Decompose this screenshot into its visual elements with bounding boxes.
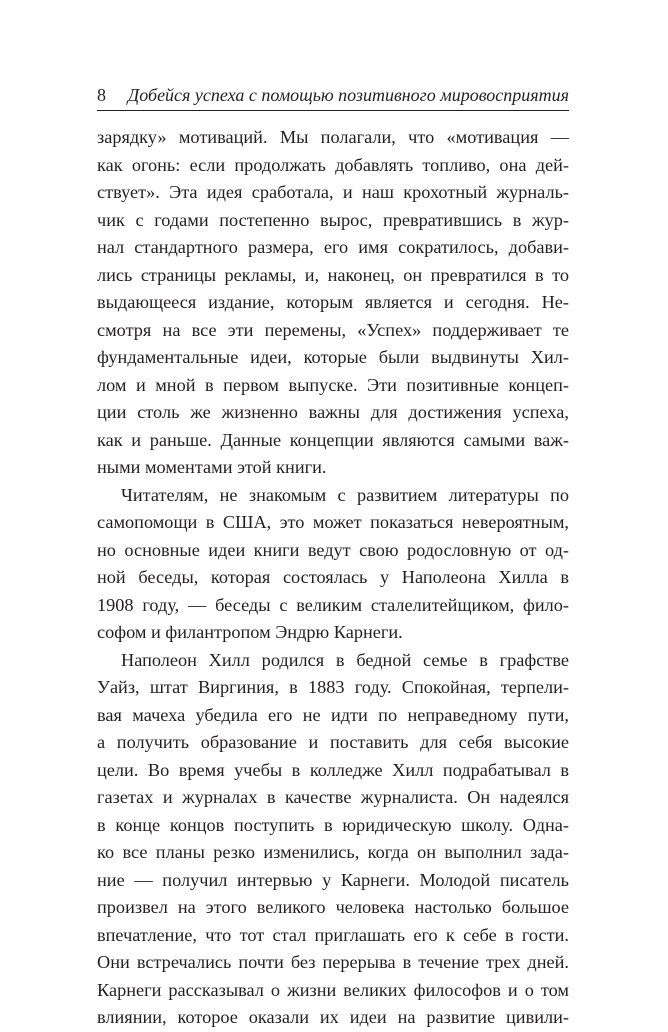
body-text	[97, 124, 569, 1032]
running-title: Добейся успеха с помощью позитивного мировосприятия	[127, 85, 569, 105]
text-line: смотря на все эти перемены, «Успех» поддерживает те	[97, 319, 569, 340]
text-line: самопомощи в США, это может показаться невероятным,	[97, 512, 569, 532]
text-line: зарядку» мотиваций. Мы полагали, что «мотивация —	[97, 127, 569, 147]
text-line: Читателям, не знакомым с развитием литературы по	[121, 484, 569, 505]
text-line: ции столь же жизненно важны для достижения успеха,	[97, 402, 569, 422]
text-line: нал стандартного размера, его имя сократилось, добави-	[97, 237, 569, 257]
text-line: чик с годами постепенно вырос, превратившись в жур-	[97, 209, 569, 230]
text-line: впечатление, что тот стал приглашать его к себе в гости.	[97, 924, 569, 945]
text-line: Карнеги рассказывал о жизни великих философов и о том	[97, 979, 569, 1000]
text-line: влиянии, которое оказали их идеи на развитие цивили-	[97, 1007, 569, 1027]
text-line: как и раньше. Данные концепции являются самыми важ-	[97, 429, 569, 450]
text-line: Уайз, штат Виргиния, в 1883 году. Спокойная, терпели-	[97, 677, 569, 697]
text-line: цели. Во время учебы в колледже Хилл подрабатывал в	[97, 759, 569, 780]
text-line: ствует». Эта идея сработала, и наш крохотный журналь-	[97, 182, 569, 202]
text-line: ными моментами этой книги.	[97, 457, 327, 477]
text-line: фундаментальные идеи, которые были выдвинуты Хил-	[97, 347, 569, 367]
text-line: лись страницы рекламы, и, наконец, он превратился в то	[97, 264, 569, 285]
text-line: но основные идеи книги ведут свою родословную от од-	[97, 539, 569, 560]
text-line: Наполеон Хилл родился в бедной семье в графстве	[121, 649, 569, 670]
text-line: выдающееся издание, которым является и сегодня. Не-	[97, 292, 569, 312]
text-line: ко все планы резко изменились, когда он выполнил зада-	[97, 842, 569, 862]
text-line: софом и филантропом Эндрю Карнеги.	[97, 622, 403, 642]
text-line: как огонь: если продолжать добавлять топливо, она дей-	[97, 154, 569, 175]
text-line: ние — получил интервью у Карнеги. Молодой писатель	[97, 869, 569, 890]
text-line: а получить образование и поставить для себя высокие	[97, 732, 569, 752]
text-line: Они встречались почти без перерыва в течение трех дней.	[97, 952, 569, 972]
text-line: произвел на этого великого человека настолько большое	[97, 897, 569, 917]
text-line: ной беседы, которая состоялась у Наполеона Хилла в	[97, 567, 569, 587]
text-line: 1908 году, — беседы с великим сталелитейщиком, фило-	[97, 594, 569, 615]
text-line: вая мачеха убедила его не идти по неправедному пути,	[97, 704, 569, 725]
page-header	[97, 84, 569, 108]
page-number: 8	[97, 85, 106, 105]
header-rule	[97, 110, 569, 111]
text-line: лом и мной в первом выпуске. Эти позитивные концеп-	[97, 374, 569, 395]
text-line: в конце концов поступить в юридическую школу. Одна-	[97, 814, 569, 835]
text-line: газетах и журналах в качестве журналиста. Он надеялся	[97, 787, 569, 807]
